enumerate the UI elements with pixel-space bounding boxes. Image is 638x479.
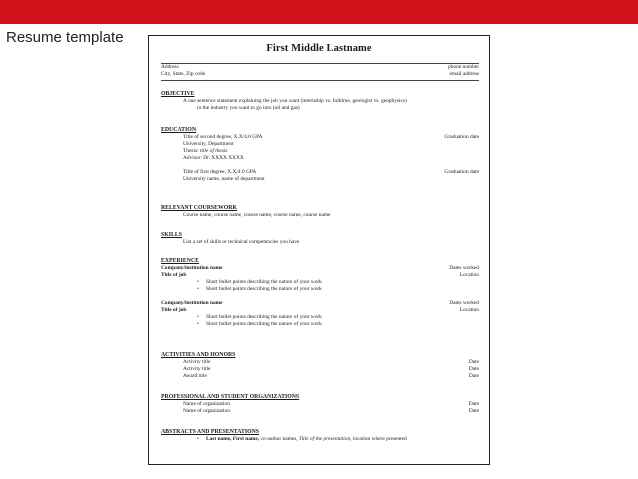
top-accent-bar [0, 0, 638, 24]
section-heading: ACTIVITIES AND HONORS [161, 352, 236, 358]
bullet-text: Short bullet points describing the nature of your work [206, 321, 322, 327]
graduation-date: Graduation date [444, 169, 479, 175]
coursework-line: Course name, course name, course name, course name, course name [183, 212, 331, 218]
presentation-title: Title of the presentation [298, 436, 351, 442]
section-heading: ABSTRACTS AND PRESENTATIONS [161, 429, 260, 435]
bullet-text: Short bullet points describing the nature of your work [206, 314, 322, 320]
resume-document [148, 35, 490, 465]
address: Address [161, 64, 179, 70]
education-section [161, 127, 479, 183]
company-line [161, 265, 479, 272]
organization-line [161, 408, 479, 415]
thesis-line [161, 148, 479, 155]
author-names: Last name, First name, [206, 436, 260, 442]
bullet-item [161, 321, 479, 328]
activity-title: Activity title [183, 366, 211, 372]
section-heading: EXPERIENCE [161, 258, 200, 264]
activity-line [161, 373, 479, 380]
abstracts-section [161, 429, 479, 443]
thesis-title: title of thesis [199, 148, 228, 154]
dates-worked: Dates worked [449, 265, 479, 271]
bullet-item [161, 286, 479, 293]
slide-title: Resume template [6, 29, 124, 46]
resume-name: First Middle Lastname [266, 43, 372, 54]
activity-line [161, 366, 479, 373]
advisor-line: Advisor: Dr. XXXX XXXX [183, 155, 244, 161]
activity-date: Date [468, 366, 479, 372]
degree-line [161, 169, 479, 176]
section-heading: OBJECTIVE [161, 91, 195, 97]
university-line: University name, name of department [183, 176, 265, 182]
phone: phone number [448, 64, 479, 70]
header-rule-top [161, 63, 479, 64]
job-title-line [161, 272, 479, 279]
organization-line [161, 401, 479, 408]
contact-line-1 [161, 64, 479, 71]
activity-date: Date [468, 373, 479, 379]
header-rule-bottom [161, 80, 479, 81]
degree-line [161, 134, 479, 141]
degree-title: Title of second degree, X.X/4.0 GPA [183, 134, 263, 140]
bullet-item [161, 436, 479, 443]
activities-section [161, 352, 479, 380]
experience-section [161, 258, 479, 328]
organization-name: Name of organization [183, 408, 230, 414]
company-name: Company/institution name [161, 265, 223, 271]
objective-section [161, 91, 479, 112]
objective-line-2: in the industry you want to go into (oil and gas) [197, 105, 300, 111]
email: email address [449, 71, 479, 77]
organizations-section [161, 394, 479, 415]
company-line [161, 300, 479, 307]
bullet-text: Short bullet points describing the nature of your work [206, 286, 322, 292]
coauthor-names: co-author names, [259, 436, 299, 442]
coursework-section [161, 205, 479, 219]
job-location: Location [459, 307, 479, 313]
activity-title: Activity title [183, 359, 211, 365]
company-name: Company/institution name [161, 300, 223, 306]
section-heading: SKILLS [161, 232, 182, 238]
university-line: University, Department [183, 141, 234, 147]
section-heading: RELEVANT COURSEWORK [161, 205, 237, 211]
job-title-line [161, 307, 479, 314]
job-title: Title of job [161, 307, 187, 313]
section-heading: PROFESSIONAL AND STUDENT ORGANIZATIONS [161, 394, 300, 400]
job-location: Location [459, 272, 479, 278]
job-title: Title of job [161, 272, 187, 278]
organization-date: Date [468, 401, 479, 407]
degree-title: Title of first degree, X.X/4.0 GPA [183, 169, 257, 175]
organization-date: Date [468, 408, 479, 414]
bullet-item [161, 279, 479, 286]
section-heading: EDUCATION [161, 127, 196, 133]
graduation-date: Graduation date [444, 134, 479, 140]
presentation-location: , location where presented [350, 436, 407, 442]
objective-line-1: A one sentence statement explaining the job you want (internship vs. fulltime, geologist vs. geophysics) [183, 98, 407, 104]
city-state-zip: City, State, Zip code [161, 71, 206, 77]
bullet-item [161, 314, 479, 321]
activity-line [161, 359, 479, 366]
award-title: Award title [183, 373, 207, 379]
bullet-text: Short bullet points describing the nature of your work [206, 279, 322, 285]
dates-worked: Dates worked [449, 300, 479, 306]
thesis-label: Thesis: [183, 148, 199, 154]
contact-line-2 [161, 71, 479, 78]
skills-line: List a set of skills or technical competencies you have [183, 239, 300, 245]
spacer [161, 293, 479, 300]
spacer [161, 162, 479, 169]
organization-name: Name of organization [183, 401, 230, 407]
activity-date: Date [468, 359, 479, 365]
skills-section [161, 232, 479, 246]
